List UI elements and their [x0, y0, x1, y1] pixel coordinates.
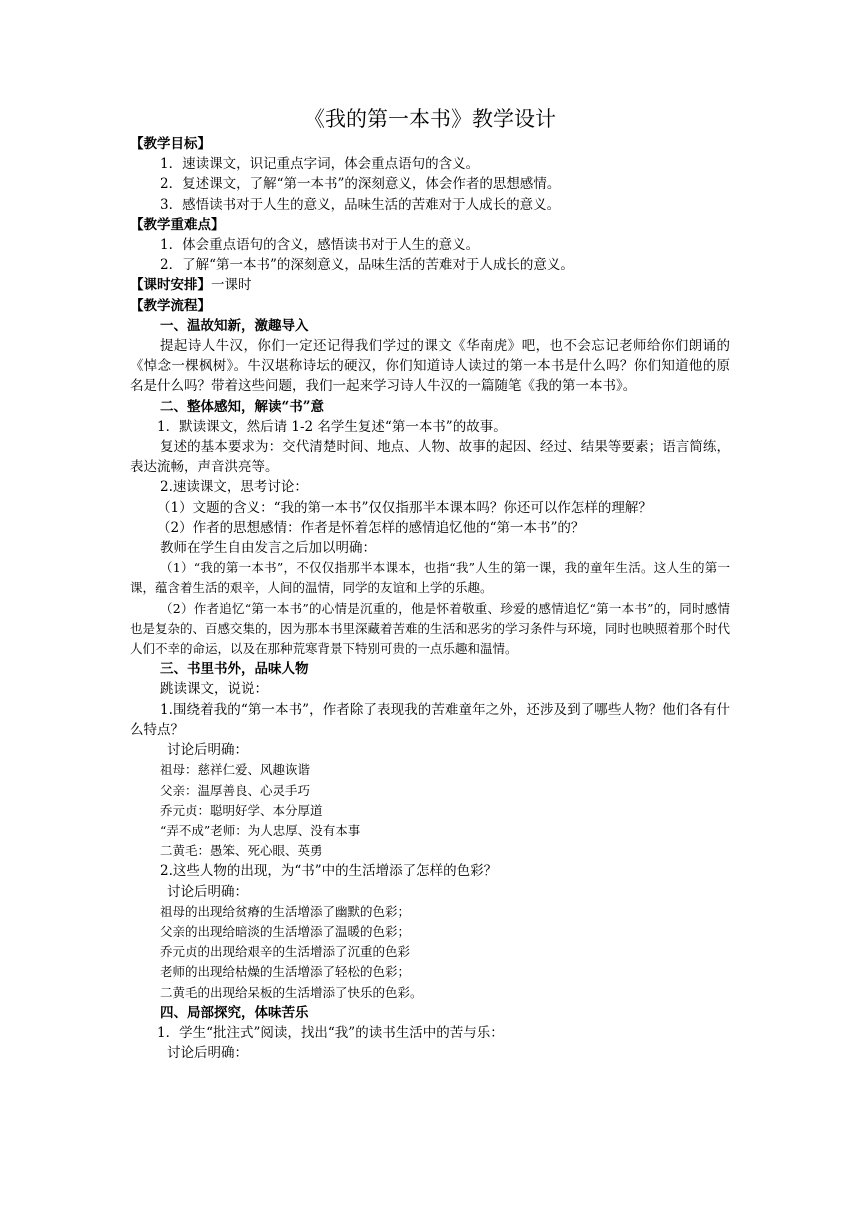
paragraph: 讨论后明确： — [167, 1045, 248, 1062]
schedule-value: 一课时 — [211, 277, 252, 294]
process-heading: 【教学流程】 — [130, 297, 211, 314]
person-item: 乔元贞：聪明好学、本分厚道 — [160, 802, 323, 818]
person-item: 二黄毛：愚笨、死心眼、英勇 — [160, 843, 323, 859]
answer-paragraph: （2）作者追忆“第一本书”的心情是沉重的，他是怀着敬重、珍爱的感情追忆“第一本书”的，同时感情也是复杂的、百感交集的，因为那本书里深藏着苦难的生活和恶劣的学习条件与环境，同时也映照着那个时代人们不幸的命运，以及在那种荒寒背景下特别可贵的一点乐趣和温情。 — [130, 600, 731, 657]
question-item: （1）文题的含义：“我的第一本书”仅仅指那半本课本吗？你还可以作怎样的理解？ — [157, 499, 652, 516]
paragraph: 跳读课文，说说： — [160, 681, 268, 698]
paragraph: 复述的基本要求为：交代清楚时间、地点、人物、故事的起因、经过、结果等要素；语言简练，表达流畅，声音洪亮等。 — [130, 439, 730, 476]
keypoints-heading: 【教学重难点】 — [130, 216, 225, 233]
objectives-heading: 【教学目标】 — [130, 136, 211, 152]
list-item: 1．学生“批注式”阅读，找出“我”的读书生活中的苦与乐： — [157, 1024, 504, 1041]
color-item: 父亲的出现给暗淡的生活增添了温暖的色彩； — [160, 923, 411, 939]
objective-item: 2．复述课文，了解“第一本书”的深刻意义，体会作者的思想感情。 — [160, 176, 561, 193]
keypoint-item: 2．了解“第一本书”的深刻意义，品味生活的苦难对于人成长的意义。 — [160, 257, 574, 274]
objective-item: 1．速读课文，识记重点字词，体会重点语句的含义。 — [160, 156, 480, 173]
section-heading: 一、温故知新，激趣导入 — [160, 317, 309, 334]
paragraph: 提起诗人牛汉，你们一定还记得我们学过的课文《华南虎》吧，也不会忘记老师给你们朗诵的《悼念一棵枫树》。牛汉堪称诗坛的硬汉，你们知道诗人读过的第一本书是什么吗？你们知道他的原名是什么吗？带着这些问题，我们一起来学习诗人牛汉的一篇随笔《我的第一本书》。 — [130, 338, 730, 395]
schedule-heading: 【课时安排】 — [130, 277, 211, 294]
person-item: “弄不成”老师：为人忠厚、没有本事 — [160, 822, 361, 838]
list-item: 1．默读课文，然后请 1-2 名学生复述“第一本书”的故事。 — [157, 418, 507, 435]
person-item: 祖母：慈祥仁爱、风趣诙谐 — [160, 762, 311, 778]
objective-item: 3．感悟读书对于人生的意义，品味生活的苦难对于人成长的意义。 — [160, 196, 561, 213]
section-heading: 四、局部探究，体味苦乐 — [160, 1004, 309, 1021]
section-heading: 二、整体感知，解读“书”意 — [160, 398, 325, 415]
color-item: 乔元贞的出现给艰辛的生活增添了沉重的色彩 — [160, 944, 411, 960]
answer-paragraph: （1）“我的第一本书”，不仅仅指那半本课本，也指“我”人生的第一课，我的童年生活。这人生的第一课，蕴含着生活的艰辛，人间的温情，同学的友谊和上学的乐趣。 — [130, 560, 730, 596]
paragraph: 讨论后明确： — [167, 883, 248, 900]
person-item: 父亲：温厚善良、心灵手巧 — [160, 782, 311, 798]
document-title: 《我的第一本书》教学设计 — [304, 107, 556, 131]
question-item: （2）作者的思想感情：作者是怀着怎样的感情追忆他的“第一本书”的？ — [157, 519, 585, 536]
keypoint-item: 1．体会重点语句的含义，感悟读书对于人生的意义。 — [160, 237, 480, 254]
section-heading: 三、书里书外，品味人物 — [160, 661, 309, 678]
color-item: 二黄毛的出现给呆板的生活增添了快乐的色彩。 — [160, 984, 423, 1000]
list-item: 2.速读课文，思考讨论： — [160, 479, 308, 496]
color-item: 老师的出现给枯燥的生活增添了轻松的色彩； — [160, 964, 411, 980]
schedule-line — [130, 275, 730, 295]
document-body — [130, 134, 730, 1063]
color-item: 祖母的出现给贫瘠的生活增添了幽默的色彩； — [160, 903, 411, 919]
question-item: 2.这些人物的出现，为“书”中的生活增添了怎样的色彩？ — [160, 863, 498, 880]
paragraph: 教师在学生自由发言之后加以明确： — [160, 540, 376, 557]
paragraph: 讨论后明确： — [167, 742, 248, 759]
question-item: 1.围绕着我的“第一本书”，作者除了表现我的苦难童年之外，还涉及到了哪些人物？他们各有什么特点？ — [130, 701, 730, 738]
